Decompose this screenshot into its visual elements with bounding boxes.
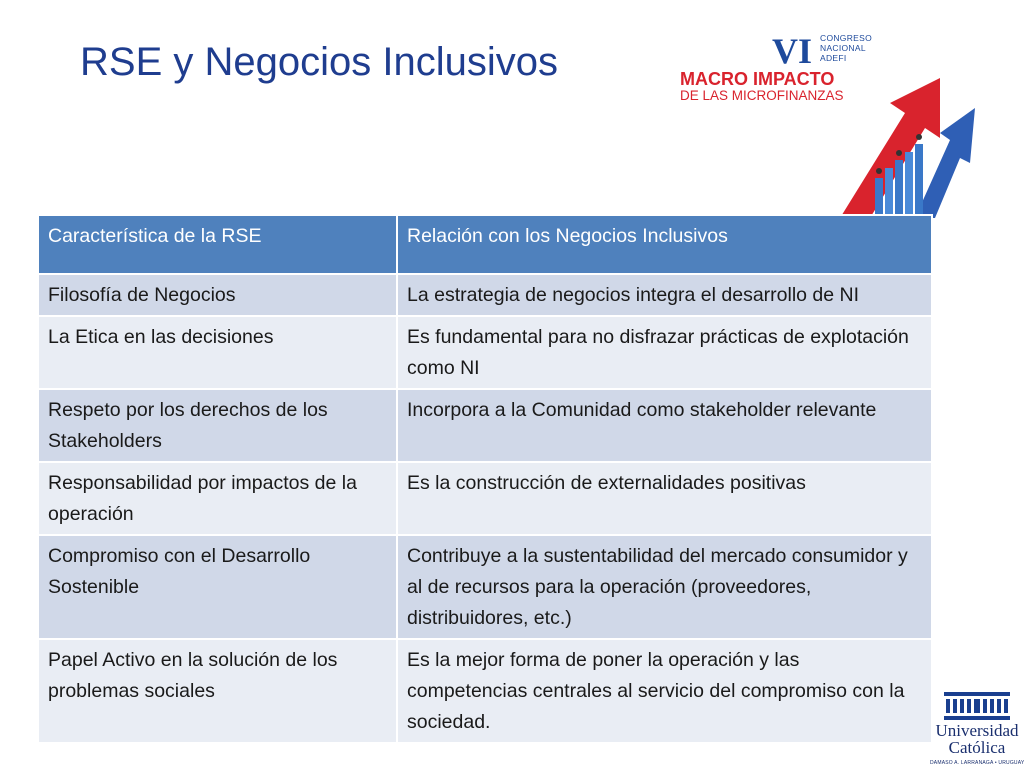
table-cell: Papel Activo en la solución de los problemas sociales	[38, 639, 397, 743]
congress-small-text: CONGRESO NACIONAL ADEFI	[820, 33, 872, 63]
table-header-row	[38, 215, 932, 274]
table-row	[38, 389, 932, 462]
table-cell: Es fundamental para no disfrazar prácticas de explotación como NI	[397, 316, 932, 389]
table-row	[38, 274, 932, 316]
congress-logo	[670, 28, 990, 218]
table-row	[38, 462, 932, 535]
table-cell: Filosofía de Negocios	[38, 274, 397, 316]
table-row	[38, 316, 932, 389]
table-cell: Es la mejor forma de poner la operación y las competencias centrales al servicio del compromiso con la sociedad.	[397, 639, 932, 743]
slide-title: RSE y Negocios Inclusivos	[80, 40, 558, 84]
table-cell: La estrategia de negocios integra el desarrollo de NI	[397, 274, 932, 316]
table-cell: La Etica en las decisiones	[38, 316, 397, 389]
table-cell: Es la construcción de externalidades positivas	[397, 462, 932, 535]
table-cell: Incorpora a la Comunidad como stakeholder relevante	[397, 389, 932, 462]
congress-numeral: VI	[772, 31, 813, 71]
table-cell: Contribuye a la sustentabilidad del mercado consumidor y al de recursos para la operación (proveedores, distribuidores, etc.)	[397, 535, 932, 639]
building-icon	[944, 692, 1010, 720]
table-cell: Responsabilidad por impactos de la operación	[38, 462, 397, 535]
table-cell: Respeto por los derechos de los Stakeholders	[38, 389, 397, 462]
congress-headline: MACRO IMPACTO	[680, 69, 835, 89]
growth-arrows-graphic	[830, 68, 980, 218]
congress-subline: DE LAS MICROFINANZAS	[680, 88, 844, 103]
table-row	[38, 639, 932, 743]
table-row	[38, 535, 932, 639]
rse-table	[37, 214, 933, 744]
column-header: Característica de la RSE	[38, 215, 397, 274]
table-cell: Compromiso con el Desarrollo Sostenible	[38, 535, 397, 639]
university-name: Universidad Católica	[935, 721, 1019, 757]
column-header: Relación con los Negocios Inclusivos	[397, 215, 932, 274]
university-motto: DÁMASO A. LARRAÑAGA • URUGUAY	[930, 760, 1024, 766]
university-logo	[930, 690, 1024, 768]
